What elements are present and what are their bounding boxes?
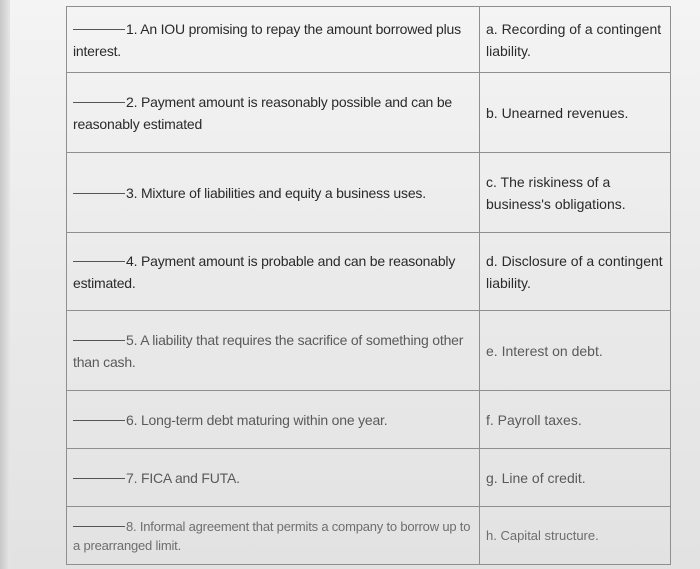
answer-blank[interactable]	[73, 192, 125, 194]
statement-cell[interactable]	[67, 7, 480, 73]
answer-blank[interactable]	[73, 28, 125, 30]
option-text: c. The riskiness of a business's obligations.	[486, 173, 626, 212]
table-row	[67, 153, 671, 233]
statement-text: 8. Informal agreement that permits a company to borrow up to a prearranged limit.	[73, 518, 471, 553]
answer-blank[interactable]	[73, 419, 125, 421]
option-cell	[480, 73, 671, 153]
option-text: f. Payroll taxes.	[486, 411, 582, 428]
table-row	[67, 73, 671, 153]
option-cell	[480, 391, 671, 449]
option-text: a. Recording of a contingent liability.	[486, 20, 662, 59]
table-row	[67, 449, 671, 507]
table-row	[67, 311, 671, 391]
statement-text: 1. An IOU promising to repay the amount borrowed plus interest.	[73, 20, 461, 59]
table-row	[67, 233, 671, 311]
statement-text: 7. FICA and FUTA.	[126, 469, 240, 486]
table-row	[67, 7, 671, 73]
option-cell	[480, 233, 671, 311]
statement-text: 3. Mixture of liabilities and equity a business uses.	[126, 184, 426, 201]
statement-text: 4. Payment amount is probable and can be reasonably estimated.	[73, 252, 456, 291]
table-row	[67, 507, 671, 565]
option-cell	[480, 449, 671, 507]
answer-blank[interactable]	[73, 339, 125, 341]
option-text: b. Unearned revenues.	[486, 104, 629, 121]
option-cell	[480, 7, 671, 73]
option-cell	[480, 311, 671, 391]
statement-cell[interactable]	[67, 391, 480, 449]
page-edge	[0, 0, 10, 569]
statement-text: 2. Payment amount is reasonably possible and can be reasonably estimated	[73, 93, 453, 132]
answer-blank[interactable]	[73, 525, 125, 527]
option-text: d. Disclosure of a contingent liability.	[486, 252, 663, 291]
statement-cell[interactable]	[67, 311, 480, 391]
statement-cell[interactable]	[67, 73, 480, 153]
statement-cell[interactable]	[67, 507, 480, 565]
option-cell	[480, 507, 671, 565]
option-text: e. Interest on debt.	[486, 342, 603, 359]
answer-blank[interactable]	[73, 260, 125, 262]
table-row	[67, 391, 671, 449]
statement-text: 5. A liability that requires the sacrifice of something other than cash.	[73, 331, 464, 370]
statement-cell[interactable]	[67, 233, 480, 311]
answer-blank[interactable]	[73, 101, 125, 103]
statement-cell[interactable]	[67, 153, 480, 233]
option-cell	[480, 153, 671, 233]
option-text: g. Line of credit.	[486, 469, 586, 486]
statement-cell[interactable]	[67, 449, 480, 507]
answer-blank[interactable]	[73, 477, 125, 479]
option-text: h. Capital structure.	[486, 527, 599, 543]
statement-text: 6. Long-term debt maturing within one year.	[126, 411, 388, 428]
matching-table	[66, 6, 671, 565]
